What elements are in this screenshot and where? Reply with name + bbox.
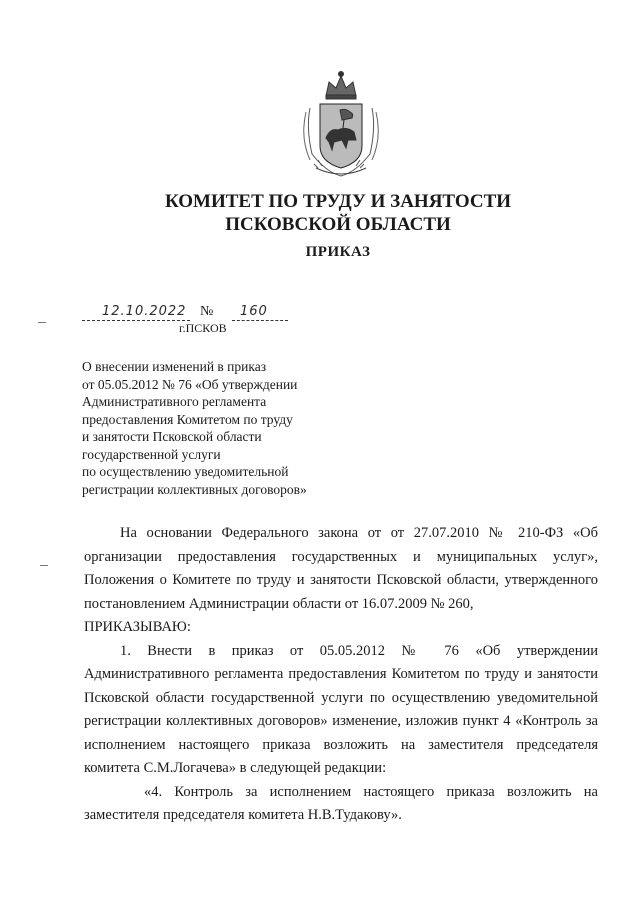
subject-line: О внесении изменений в приказ (82, 359, 267, 374)
date-underline (82, 320, 190, 321)
subject-line: от 05.05.2012 № 76 «Об утверждении (82, 376, 298, 392)
coat-of-arms-emblem (296, 68, 386, 180)
subject-line: по осуществлению уведомительной (82, 464, 289, 479)
order-body (84, 522, 598, 828)
subject-line: Административного регламента (82, 394, 267, 409)
org-name-line-1: КОМИТЕТ ПО ТРУДУ И ЗАНЯТОСТИ (164, 191, 512, 212)
order-word: ПРИКАЗЫВАЮ: (84, 619, 191, 635)
subject-line: регистрации коллективных договоров» (82, 481, 307, 497)
subject-line: государственной услуги (82, 446, 221, 462)
order-number: 160 (240, 304, 268, 319)
number-underline (232, 320, 288, 321)
document-type-title: ПРИКАЗ (305, 244, 371, 260)
subject-line: предоставления Комитетом по труду (82, 411, 293, 427)
margin-mark (40, 565, 48, 566)
order-subject (82, 358, 382, 498)
city-label: г.ПСКОВ (179, 321, 227, 335)
number-label: № (200, 304, 214, 319)
preamble-paragraph: На основании Федерального закона от от 27.07.2010 № 210-ФЗ «Об организации предоставления государственных и муниципальных услуг», Положения о Комитете по труду и занятости Псковской области, утвержденного постановлением Администрации области от 16.07.2009 № 260, (84, 525, 598, 612)
subject-line: и занятости Псковской области (82, 429, 262, 444)
clause-1-paragraph: 1. Внести в приказ от 05.05.2012 № 76 «Об утверждении Административного регламента предоставления Комитетом по труду и занятости Псковской области государственной услуги по осуществлению уведомительной регистрации коллективных договоров» изменение, изложив пункт 4 «Контроль за исполнением настоящего приказа возложить на заместителя председателя комитета С.М.Логачева» в следующей редакции: (84, 642, 598, 776)
clause-4-new-text: «4. Контроль за исполнением настоящего приказа возложить на заместителя председателя комитета Н.В.Тудакову». (84, 783, 598, 823)
order-date: 12.10.2022 (102, 304, 187, 319)
org-name-line-2: ПСКОВСКОЙ ОБЛАСТИ (225, 214, 451, 235)
margin-mark (38, 322, 46, 323)
organization-name (0, 190, 640, 236)
